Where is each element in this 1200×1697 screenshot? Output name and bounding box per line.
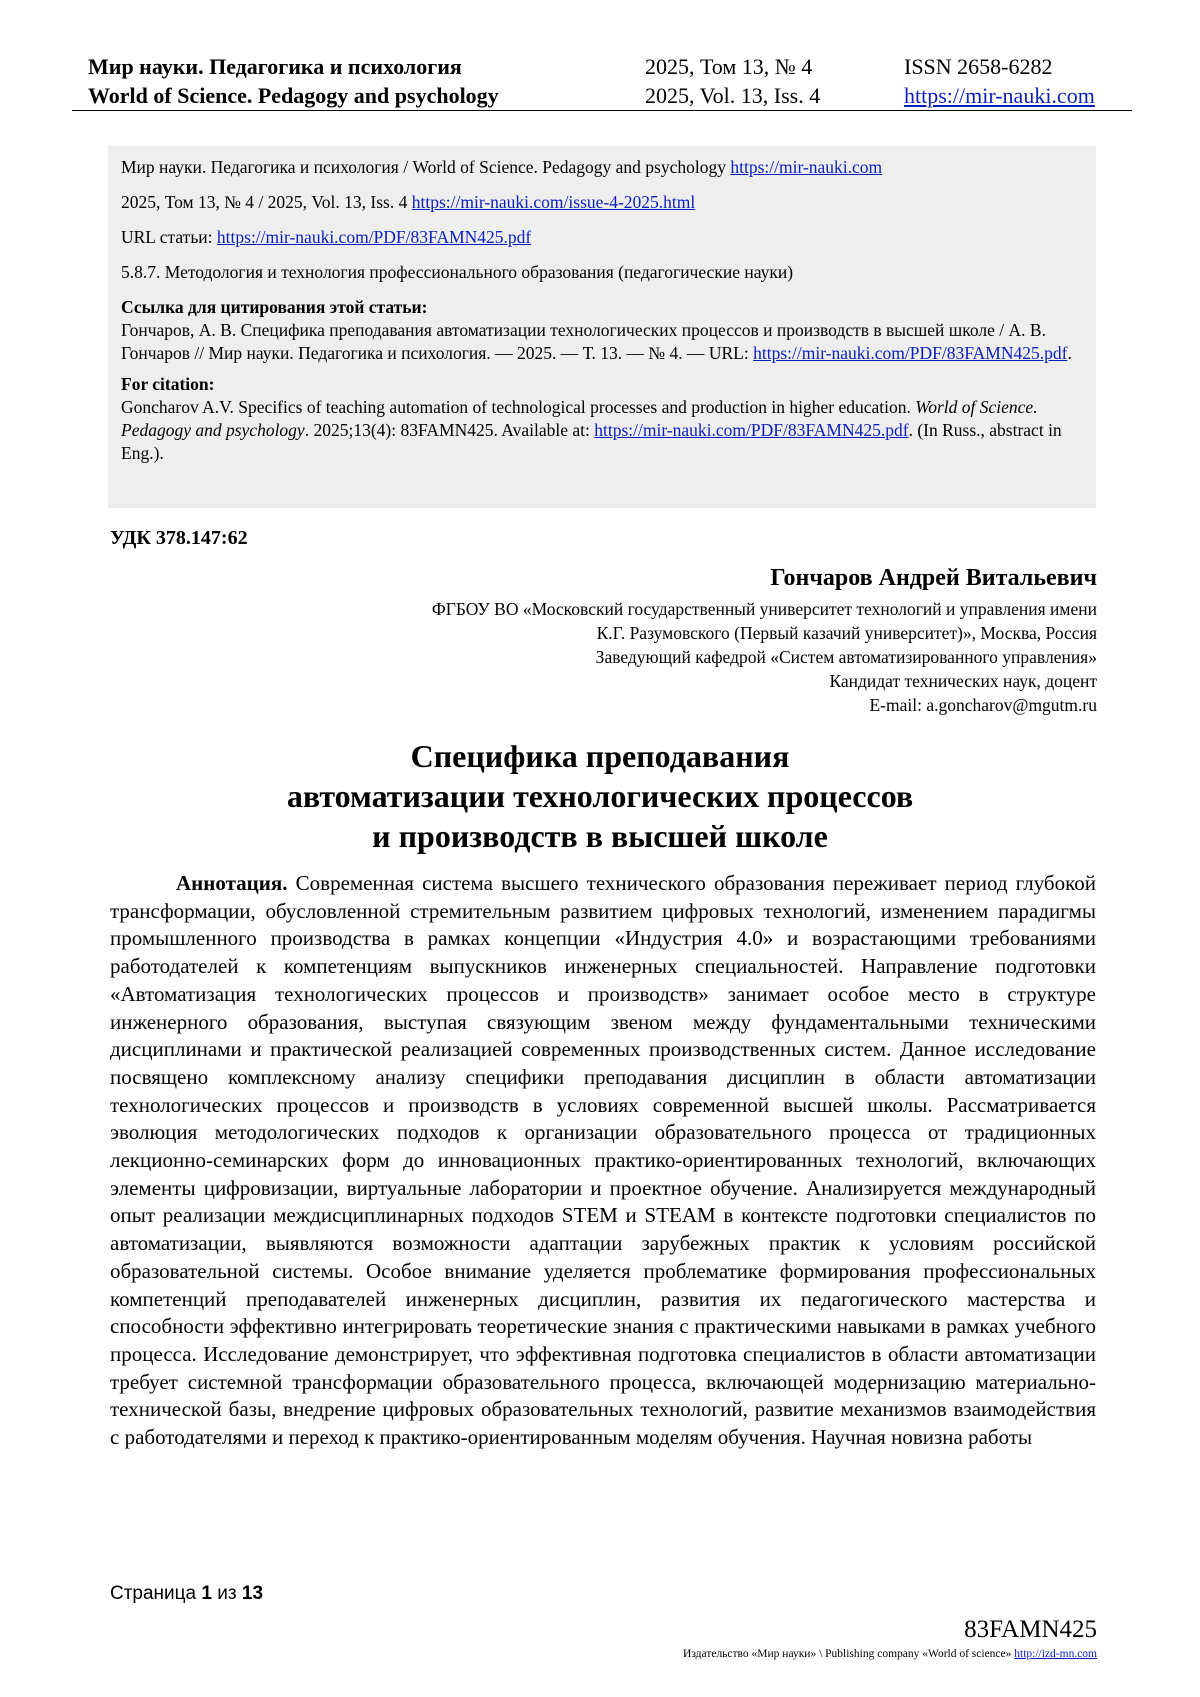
site-link[interactable]: https://mir-nauki.com: [904, 83, 1095, 108]
author-name: Гончаров Андрей Витальевич: [770, 565, 1097, 591]
citation-ru-link[interactable]: https://mir-nauki.com/PDF/83FAMN425.pdf: [753, 343, 1068, 363]
citation-en-label: For citation:: [121, 374, 215, 394]
citation-en-journal: World of Science. Pedagogy and psychology: [121, 397, 1038, 440]
page-number: Страница 1 из 13: [110, 1583, 264, 1604]
citation-en: For citation: Goncharov A.V. Specifics of teaching automation of technological processes and production in higher education. World of Science. Pedagogy and psychology. 2025;13(4): 83FAMN425. Available at: https://mir-nauki.com/PDF/83FAMN425.pdf. (In Russ., abstract in Eng.).: [121, 373, 1081, 465]
title-line-2: автоматизации технологических процессов: [286, 778, 914, 814]
abstract-text: Современная система высшего технического образования переживает период глубокой трансформации, обусловленной стремительным развитием цифровых технологий, изменением парадигмы промышленного производства в рамках концепции «Индустрия 4.0» и возрастающими требованиями работодателей к компетенциям выпускников инженерных специальностей. Направление подготовки «Автоматизация технологических процессов и производств» занимает особое место в структуре инженерного образования, выступая связующим звеном между фундаментальными техническими дисциплинами и практической реализацией современных производственных систем. Данное исследование посвящено комплексному анализу специфики преподавания дисциплин в области автоматизации технологических процессов и производств в условиях современной высшей школы. Рассматривается эволюция методологических подходов к организации образовательного процесса от традиционных лекционно-семинарских форм до инновационных практико-ориентированных технологий, включающих элементы цифровизации, виртуальные лаборатории и проектное обучение. Анализируется международный опыт реализации междисциплинарных подходов STEM и STEAM в контексте подготовки специалистов по автоматизации, выявляются возможности адаптации зарубежных практик к условиям российской образовательной системы. Особое внимание уделяется проблематике формирования профессиональных компетенций преподавателей инженерных дисциплин, развития их педагогического мастерства и способности эффективно интегрировать теоретические знания с практическими навыками в рамках учебного процесса. Исследование демонстрирует, что эффективная подготовка специалистов в области автоматизации требует системной трансформации образовательного процесса, включающей модернизацию материально-технической базы, внедрение цифровых образовательных технологий, развитие механизмов взаимодействия с работодателями и переход к практико-ориентированным моделям обучения. Научная новизна работы: [110, 871, 1096, 1450]
page-current: 1: [201, 1583, 212, 1604]
journal-title-en: World of Science. Pedagogy and psychology: [88, 83, 499, 108]
citation-ru: Ссылка для цитирования этой статьи: Гончаров, А. В. Специфика преподавания автоматизации технологических процессов и производств в высшей школе / А. В. Гончаров // Мир науки. Педагогика и психология. — 2025. — Т. 13. — № 4. — URL: https://mir-nauki.com/PDF/83FAMN425.pdf.: [121, 296, 1081, 365]
title-line-1: Специфика преподавания: [410, 738, 790, 774]
author-affiliation-1: ФГБОУ ВО «Московский государственный университет технологий и управления имени: [431, 599, 1097, 619]
journal-link[interactable]: https://mir-nauki.com: [730, 157, 883, 177]
info-journal-line: Мир науки. Педагогика и психология / World of Science. Pedagogy and psychology https://mir-nauki.com: [121, 157, 883, 177]
article-title: [100, 736, 1100, 856]
info-specialty-line: 5.8.7. Методология и технология профессионального образования (педагогические науки): [121, 262, 794, 282]
abstract: [110, 870, 1096, 1452]
article-code: 83FAMN425: [964, 1616, 1097, 1643]
info-url-line: URL статьи: https://mir-nauki.com/PDF/83FAMN425.pdf: [121, 227, 532, 247]
author-block: [297, 565, 1097, 717]
author-position: Заведующий кафедрой «Систем автоматизированного управления»: [595, 647, 1097, 667]
journal-title-block: [88, 52, 499, 110]
title-line-3: и производств в высшей школе: [372, 818, 828, 854]
page-total: 13: [241, 1583, 264, 1604]
issue-ru: 2025, Том 13, № 4: [645, 54, 813, 79]
article-url-link[interactable]: https://mir-nauki.com/PDF/83FAMN425.pdf: [216, 227, 532, 247]
author-degree: Кандидат технических наук, доцент: [829, 671, 1097, 691]
issn: ISSN 2658-6282: [904, 54, 1053, 79]
publisher-link[interactable]: http://izd-mn.com: [1014, 1648, 1097, 1660]
author-affiliation-2: К.Г. Разумовского (Первый казачий университет)», Москва, Россия: [596, 623, 1097, 643]
publisher-line: Издательство «Мир науки» \ Publishing company «World of science» http://izd-mn.com: [683, 1648, 1097, 1660]
udk-code: УДК 378.147:62: [110, 527, 248, 549]
info-issue-line: 2025, Том 13, № 4 / 2025, Vol. 13, Iss. 4 https://mir-nauki.com/issue-4-2025.html: [121, 192, 696, 212]
running-header: [72, 52, 1132, 111]
citation-en-text: Goncharov A.V. Specifics of teaching automation of technological processes and production in higher education.: [121, 397, 916, 417]
issue-block: [645, 52, 820, 110]
article-info-box: [108, 146, 1096, 508]
issue-link[interactable]: https://mir-nauki.com/issue-4-2025.html: [411, 192, 696, 212]
abstract-label: Аннотация.: [176, 871, 288, 895]
citation-ru-text: Гончаров, А. В. Специфика преподавания автоматизации технологических процессов и производств в высшей школе / А. В. Гончаров // Мир науки. Педагогика и психология. — 2025. — Т. 13. — № 4. — URL:: [121, 320, 1046, 363]
author-email: E-mail: a.goncharov@mgutm.ru: [869, 695, 1097, 715]
journal-title-ru: Мир науки. Педагогика и психология: [88, 54, 462, 79]
citation-en-link[interactable]: https://mir-nauki.com/PDF/83FAMN425.pdf: [594, 420, 909, 440]
citation-ru-label: Ссылка для цитирования этой статьи:: [121, 297, 428, 317]
issue-en: 2025, Vol. 13, Iss. 4: [645, 83, 821, 108]
issn-block: [904, 52, 1095, 110]
